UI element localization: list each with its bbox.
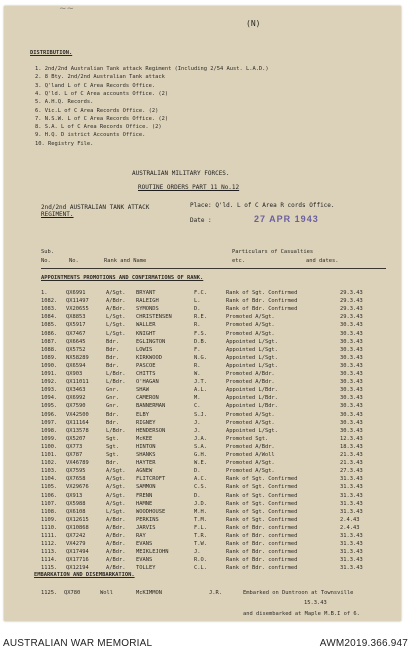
row-sub: 1094. (41, 395, 58, 402)
row-particulars: Appointed L/Sgt. (226, 354, 278, 361)
row-service-number: NX58289 (66, 354, 89, 361)
row-particulars: Promoted A/Sgt. (226, 419, 275, 426)
date-label: Date : (190, 217, 212, 224)
row-name: RAY (136, 533, 146, 539)
row-particulars: Rank of Bdr. Confirmed (226, 298, 298, 305)
row-particulars: Promoted A/Sgt. (226, 460, 275, 467)
row-initials: D. (194, 492, 201, 499)
row-name: SYMONDS (136, 306, 159, 313)
col-header-particulars: Particulars of Casualties (232, 249, 314, 255)
row-service-number: QX913 (66, 492, 83, 499)
row-sub: 1097. (41, 419, 58, 426)
row-particulars: Promoted A/Woll (226, 452, 275, 458)
row-initials: C. (194, 403, 201, 410)
row-initials: M. (194, 395, 201, 402)
row-date: 30.3.43 (340, 379, 363, 386)
row-sub: 1113. (41, 549, 58, 556)
embark-initials: J.R. (209, 590, 222, 596)
row-rank: A/Bdr. (106, 557, 126, 564)
row-name: HAMNE (136, 500, 153, 507)
row-date: 29.3.43 (340, 290, 363, 296)
date-stamp: 27 APR 1943 (254, 214, 319, 224)
col-header-sub: Sub. (41, 249, 54, 255)
row-service-number: QX7658 (66, 476, 86, 483)
row-rank: A/Bdr. (106, 298, 126, 305)
row-rank: Bdr. (106, 419, 119, 426)
row-date: 30.3.43 (340, 395, 363, 402)
row-rank: L/Sgt. (106, 508, 126, 515)
row-particulars: Rank of Bdr. confirmed (226, 565, 298, 572)
row-initials: R. (194, 362, 201, 369)
row-initials: T.M. (194, 516, 207, 523)
row-name: LOWIS (136, 346, 153, 353)
row-date: 31.3.43 (340, 508, 363, 515)
row-name: CHITTS (136, 371, 156, 377)
row-name: McKEE (136, 435, 153, 442)
row-particulars: Promoted Sgt. (226, 435, 269, 442)
row-date: 27.3.43 (340, 468, 363, 475)
row-name: JARVIS (136, 524, 156, 531)
row-rank: Bdr. (106, 411, 119, 418)
row-date: 29.3.43 (340, 306, 363, 313)
row-particulars: Appointed L/Sgt. (226, 427, 278, 434)
col-header-no-marker: No. (41, 258, 51, 264)
row-service-number: QX7595 (66, 468, 86, 475)
row-name: FLITCROFT (136, 476, 166, 483)
embark-detail-3: and disembarked at Maple M.B.I of 6. (243, 611, 360, 617)
row-service-number: QX787 (66, 452, 83, 458)
row-service-number: QX6108 (66, 508, 86, 515)
row-date: 31.3.43 (340, 533, 363, 539)
row-rank: Sgt. (106, 452, 119, 458)
header-rule (41, 268, 386, 269)
row-date: 21.3.43 (340, 460, 363, 467)
row-sub: 1115. (41, 565, 58, 572)
row-service-number: QX773 (66, 443, 83, 450)
row-rank: A/Bdr. (106, 533, 126, 539)
row-name: RALEIGH (136, 298, 159, 305)
row-rank: L/Sgt. (106, 314, 126, 321)
row-initials: C.S. (194, 484, 207, 491)
row-name: RIGNEY (136, 419, 156, 426)
row-service-number: VX4279 (66, 541, 86, 548)
row-sub: 1100. (41, 443, 58, 450)
row-service-number: VX20655 (66, 306, 89, 313)
unit-name-line2: REGIMENT. (41, 211, 74, 218)
row-rank: A/Sgt. (106, 500, 126, 507)
distribution-item: 5. A.H.Q. Records. (35, 99, 94, 106)
row-sub: 1093. (41, 387, 58, 394)
row-sub: 1092. (41, 379, 58, 386)
row-name: SHANKS (136, 452, 156, 458)
col-header-etc: etc. (232, 258, 245, 264)
row-rank: Bdr. (106, 354, 119, 361)
row-sub: 1106. (41, 492, 58, 499)
row-service-number: QX7467 (66, 330, 86, 337)
row-sub: 1102. (41, 460, 58, 467)
row-particulars: Rank of Sgt. Confirmed (226, 484, 298, 491)
row-service-number: QX17494 (66, 549, 89, 556)
row-name: HAYTER (136, 460, 156, 467)
row-particulars: Appointed L/Bdr. (226, 395, 278, 402)
row-sub: 1082. (41, 298, 58, 305)
row-service-number: QX6645 (66, 338, 86, 345)
row-initials: G.H. (194, 452, 207, 458)
row-particulars: Promoted A/Bdr. (226, 379, 275, 386)
col-header-no: No. (69, 258, 79, 264)
row-name: CAMERON (136, 395, 159, 402)
row-sub: 1085. (41, 322, 58, 329)
page-mark: (N) (246, 19, 261, 28)
row-service-number: QX6991 (66, 290, 86, 296)
row-name: WALLER (136, 322, 156, 329)
row-sub: 1084. (41, 314, 58, 321)
row-service-number: QX11011 (66, 379, 89, 386)
row-date: 30.3.43 (340, 411, 363, 418)
embark-detail-1: Embarked on Duntroon at Townsville (243, 590, 354, 596)
row-rank: Gnr. (106, 387, 119, 394)
row-sub: 1107. (41, 500, 58, 507)
row-date: 30.3.43 (340, 403, 363, 410)
distribution-item: 6. Vic.L of C Area Records Office. (2) (35, 107, 159, 114)
row-initials: R.O. (194, 557, 207, 564)
row-rank: A/Bdr. (106, 541, 126, 548)
row-name: PASCOE (136, 362, 156, 369)
row-name: EGLINGTON (136, 338, 166, 345)
row-initials: F. (194, 346, 201, 353)
row-date: 30.3.43 (340, 371, 363, 377)
row-name: TOLLEY (136, 565, 156, 572)
row-service-number: QX12194 (66, 565, 89, 572)
row-rank: Sgt. (106, 435, 119, 442)
row-particulars: Rank of Bdr. confirmed (226, 549, 298, 556)
row-date: 31.3.43 (340, 476, 363, 483)
row-date: 30.3.43 (340, 330, 363, 337)
row-date: 30.3.43 (340, 387, 363, 394)
embark-number: QX780 (64, 590, 81, 596)
row-rank: A/Bdr. (106, 524, 126, 531)
row-initials: R. (194, 322, 201, 329)
row-initials: J. (194, 427, 201, 434)
row-name: BANNERMAN (136, 403, 166, 410)
row-initials: J. (194, 549, 201, 556)
row-sub: 1098. (41, 427, 58, 434)
row-rank: L/Bdr. (106, 379, 126, 386)
row-sub: 1101. (41, 452, 58, 458)
row-particulars: Promoted A/Sgt. (226, 468, 275, 475)
row-initials: A.L. (194, 387, 207, 394)
row-rank: Gnr. (106, 403, 119, 410)
row-particulars: Rank of Bdr. confirmed (226, 541, 298, 548)
row-particulars: Appointed L/Bdr. (226, 387, 278, 394)
row-initials: N.G. (194, 354, 207, 361)
row-initials: R.E. (194, 314, 207, 321)
embark-entry (41, 590, 57, 597)
row-rank: L/Sgt. (106, 322, 126, 329)
row-particulars: Promoted A/Bdr. (226, 371, 275, 377)
row-particulars: Rank of Sgt. Confirmed (226, 516, 298, 523)
distribution-item: 9. H.Q. D istrict Accounts Office. (35, 132, 146, 139)
distribution-item: 7. N.S.W. L of C Area Records Office. (2) (35, 115, 169, 122)
row-service-number: QX11164 (66, 419, 89, 426)
row-date: 12.3.43 (340, 435, 363, 442)
row-particulars: Rank of Sgt. Confirmed (226, 500, 298, 507)
row-initials: D. (194, 468, 201, 475)
row-rank: L/Bdr. (106, 371, 126, 377)
unit-name-line1: 2nd/2nd AUSTRALIAN TANK ATTACK (41, 204, 150, 211)
row-date: 18.3.43 (340, 443, 363, 450)
row-date: 30.3.43 (340, 362, 363, 369)
place-value: Q'ld. L of C Area R cords Office. (215, 202, 335, 209)
row-rank: Bdr. (106, 362, 119, 369)
embark-name: McKIMMON (136, 590, 162, 596)
row-service-number: QX13578 (66, 427, 89, 434)
row-initials: J.A. (194, 435, 207, 442)
row-initials: D.B. (194, 338, 207, 345)
row-particulars: Rank of Bdr. Confirmed (226, 306, 298, 313)
row-initials: L. (194, 298, 201, 305)
row-sub: 1112. (41, 541, 58, 548)
row-service-number: QX5988 (66, 500, 86, 507)
row-sub: 1096. (41, 411, 58, 418)
row-particulars: Rank of Sgt. Confirmed (226, 492, 298, 499)
row-rank: A/Bdr. (106, 565, 126, 572)
row-rank: Gnr. (106, 395, 119, 402)
row-date: 2.4.43 (340, 524, 360, 531)
row-name: AGNEW (136, 468, 153, 475)
row-rank: L/Sgt. (106, 330, 126, 337)
row-particulars: Promoted A/Sgt. (226, 330, 275, 337)
row-date: 30.3.43 (340, 346, 363, 353)
distribution-heading: DISTRIBUTION. (30, 50, 73, 56)
row-initials: F.C. (194, 290, 207, 296)
row-rank: Bdr. (106, 346, 119, 353)
footer-accession: AWM2019.366.947 (319, 638, 408, 649)
row-rank: L/Bdr. (106, 427, 126, 434)
row-initials: J.T. (194, 379, 207, 386)
row-sub: 1. (41, 290, 48, 296)
embark-serial: 1125. (41, 590, 58, 596)
row-sub: 1109. (41, 516, 58, 523)
row-initials: W.E. (194, 460, 207, 467)
place-label: Place: (190, 202, 212, 209)
row-initials: T.R. (194, 533, 207, 539)
row-name: WOODHOUSE (136, 508, 166, 515)
row-service-number: VX42500 (66, 411, 89, 418)
row-sub: 1088. (41, 346, 58, 353)
row-initials: M.H. (194, 508, 207, 515)
row-initials: D. (194, 306, 201, 313)
row-particulars: Appointed L/Sgt. (226, 346, 278, 353)
row-service-number: QX5917 (66, 322, 86, 329)
row-sub: 1095. (41, 403, 58, 410)
row-date: 31.3.43 (340, 557, 363, 564)
row-name: HINTON (136, 443, 156, 450)
row-date: 30.3.43 (340, 427, 363, 434)
place-line (190, 202, 335, 209)
row-initials: F.L. (194, 524, 207, 531)
distribution-item: 4. Q'ld. L of C Area accounts Office. (2) (35, 90, 169, 97)
distribution-item: 2. 8 Bty. 2nd/2nd Australian Tank attack (35, 74, 165, 81)
row-service-number: QX8853 (66, 314, 86, 321)
row-initials: S.A. (194, 443, 207, 450)
row-rank: A/Bdr. (106, 516, 126, 523)
row-service-number: QX5207 (66, 435, 86, 442)
row-particulars: Promoted A/Sgt. (226, 411, 275, 418)
row-sub: 1083. (41, 306, 58, 313)
row-sub: 1111. (41, 533, 58, 539)
row-particulars: Rank of Bdr. confirmed (226, 524, 298, 531)
row-sub: 1103. (41, 468, 58, 475)
row-service-number: VX46789 (66, 460, 89, 467)
row-sub: 1114. (41, 557, 58, 564)
row-initials: J. (194, 419, 201, 426)
row-date: 31.3.43 (340, 565, 363, 572)
row-sub: 1099. (41, 435, 58, 442)
row-particulars: Rank of Bdr. confirmed (226, 557, 298, 564)
row-date: 30.3.43 (340, 354, 363, 361)
embark-rank: Woll (100, 590, 113, 596)
row-sub: 1108. (41, 508, 58, 515)
distribution-item: 10. Registry File. (35, 140, 94, 147)
row-name: PERKINS (136, 516, 159, 523)
row-service-number: QX12615 (66, 516, 89, 523)
row-particulars: Rank of Bdr. confirmed (226, 533, 298, 539)
forces-title: AUSTRALIAN MILITARY FORCES. (132, 170, 230, 177)
row-name: ELBY (136, 411, 149, 418)
row-initials: J.D. (194, 500, 207, 507)
row-date: 30.3.43 (340, 338, 363, 345)
row-rank: Bdr. (106, 460, 119, 467)
embark-detail-2: 15.3.43 (304, 600, 327, 606)
row-date: 21.3.43 (340, 452, 363, 458)
row-rank: Sgt. (106, 443, 119, 450)
row-particulars: Appointed L/Bdr. (226, 403, 278, 410)
row-rank: Bdr. (106, 338, 119, 345)
row-rank: A/Sgt. (106, 290, 126, 296)
col-header-rank-name: Rank and Name (104, 258, 147, 264)
row-service-number: QX5752 (66, 346, 86, 353)
row-particulars: Rank of Sgt. Confirmed (226, 290, 298, 296)
row-name: EVANS (136, 541, 153, 548)
row-sub: 1090. (41, 362, 58, 369)
handwritten-note: ~~ (59, 4, 75, 14)
row-sub: 1086. (41, 330, 58, 337)
row-date: 31.3.43 (340, 541, 363, 548)
footer-institution: AUSTRALIAN WAR MEMORIAL (3, 638, 153, 649)
footer-bar (0, 635, 411, 653)
row-particulars: Rank of Sgt. Confirmed (226, 508, 298, 515)
row-service-number: QX10868 (66, 524, 89, 531)
row-name: SAMMON (136, 484, 156, 491)
orders-title: ROUTINE ORDERS PART 11 No.12 (138, 184, 240, 191)
row-date: 30.3.43 (340, 322, 363, 329)
row-rank: A/Sgt. (106, 492, 126, 499)
distribution-item: 8. S.A. L of C Area Records Office. (2) (35, 124, 162, 131)
row-service-number: QX6992 (66, 395, 86, 402)
row-date: 29.3.43 (340, 314, 363, 321)
row-initials: S.J. (194, 411, 207, 418)
row-date: 29.3.43 (340, 298, 363, 305)
row-particulars: Promoted A/Bdr. (226, 443, 275, 450)
row-name: KIRKWOOD (136, 354, 162, 361)
section-heading-embarkation: EMBARKATION AND DISEMBARKATION. (34, 572, 135, 578)
row-particulars: Appointed L/Sgt. (226, 338, 278, 345)
row-sub: 1087. (41, 338, 58, 345)
row-service-number: QX6594 (66, 362, 86, 369)
row-date: 31.3.43 (340, 492, 363, 499)
row-name: CHRISTENSEN (136, 314, 172, 321)
row-date: 31.3.43 (340, 549, 363, 556)
row-service-number: QX17716 (66, 557, 89, 564)
row-name: KNIGHT (136, 330, 156, 337)
row-name: O'HAGAN (136, 379, 159, 386)
row-service-number: QX3463 (66, 387, 86, 394)
row-initials: F.S. (194, 330, 207, 337)
row-name: MEIKLEJOHN (136, 549, 169, 556)
row-name: FRENN (136, 492, 153, 499)
row-rank: A/Sgt. (106, 468, 126, 475)
row-name: SHAW (136, 387, 149, 394)
row-service-number: QX11497 (66, 298, 89, 305)
distribution-item: 1. 2nd/2nd Australian Tank attack Regiment (Including 2/54 Aust. L.A.D.) (35, 66, 269, 72)
row-sub: 1104. (41, 476, 58, 483)
section-heading-appointments: APPOINTMENTS PROMOTIONS AND CONFIRMATIONS OF RANK. (41, 275, 204, 281)
row-name: HENDERSON (136, 427, 166, 434)
row-rank: A/Bdr. (106, 306, 126, 313)
row-particulars: Promoted A/Sgt. (226, 322, 275, 329)
row-date: 31.3.43 (340, 500, 363, 507)
row-rank: A/Bdr. (106, 549, 126, 556)
col-header-dates: and dates. (306, 258, 339, 264)
row-sub: 1091. (41, 371, 58, 377)
row-particulars: Appointed L/Sgt. (226, 362, 278, 369)
distribution-item: 3. Q'land L of C Area Records Office. (35, 82, 156, 89)
row-sub: 1110. (41, 524, 58, 531)
row-date: 31.3.43 (340, 484, 363, 491)
row-name: BRYANT (136, 290, 156, 296)
row-particulars: Promoted A/Sgt. (226, 314, 275, 321)
row-date: 30.3.43 (340, 419, 363, 426)
document-sheet (4, 6, 401, 621)
row-service-number: QX7242 (66, 533, 86, 539)
row-initials: A.C. (194, 476, 207, 483)
row-service-number: VX29676 (66, 484, 89, 491)
row-service-number: QX7590 (66, 403, 86, 410)
row-initials: T.W. (194, 541, 207, 548)
row-sub: 1089. (41, 354, 58, 361)
row-sub: 1105. (41, 484, 58, 491)
row-particulars: Rank of Sgt. Confirmed (226, 476, 298, 483)
row-name: EVANS (136, 557, 153, 564)
row-rank: A/Sgt. (106, 484, 126, 491)
row-initials: W. (194, 371, 201, 377)
row-rank: A/Sgt. (106, 476, 126, 483)
row-initials: C.L. (194, 565, 207, 572)
row-service-number: QX903 (66, 371, 83, 377)
row-date: 2.4.43 (340, 516, 360, 523)
